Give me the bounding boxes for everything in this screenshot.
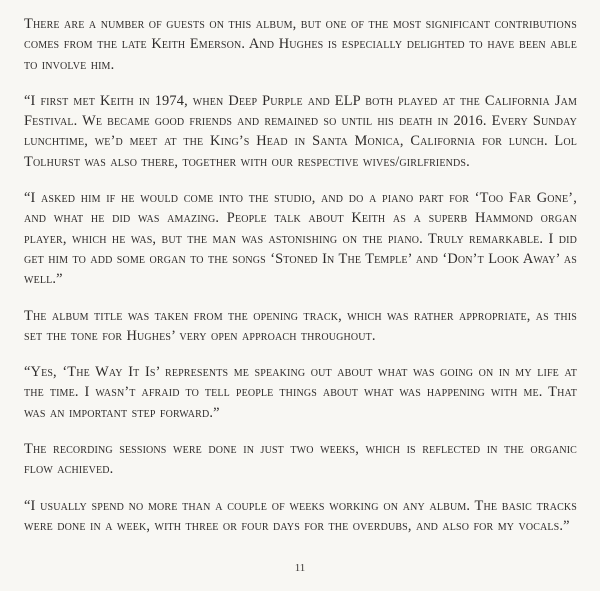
paragraph-guests: There are a number of guests on this album, but one of the most significant contributions comes from the late Keith Emerson. And Hughes is especially delighted to have been able to involve him. — [24, 16, 577, 73]
paragraph-couple-of-weeks: “I usually spend no more than a couple of weeks working on any album. The basic tracks were done in a week, with three or four days for the overdubs, and also for my vocals.” — [24, 497, 577, 534]
page-number: 11 — [294, 562, 306, 574]
paragraph-recording-sessions: The recording sessions were done in just two weeks, which is reflected in the organic flow achieved. — [24, 441, 577, 478]
paragraph-first-met-keith: “I first met Keith in 1974, when Deep Purple and ELP both played at the California Jam Festival. We became good friends and remained so until his death in 2016. Every Sunday lunchtime, we’d meet at the King’s Head in Santa Monica, California for lunch. Lol Tolhurst was also there, together with our respective wives/girlfriends. — [24, 92, 577, 170]
paragraph-the-way-it-is: “Yes, ‘The Way It Is’ represents me speaking out about what was going on in my life at the time. I wasn’t afraid to tell people things about what was happening with me. That was an important step forward.” — [24, 364, 577, 421]
body-text — [24, 14, 577, 550]
paragraph-album-title: The album title was taken from the opening track, which was rather appropriate, as this set the tone for Hughes’ very open approach throughout. — [24, 307, 577, 344]
paragraph-piano-part: “I asked him if he would come into the studio, and do a piano part for ‘Too Far Gone’, and what he did was amazing. People talk about Keith as a superb Hammond organ player, which he was, but the man was astonishing on the piano. Truly remarkable. I did get him to add some organ to the songs ‘Stoned In The Temple’ and ‘Don’t Look Away’ as well.” — [24, 190, 577, 288]
